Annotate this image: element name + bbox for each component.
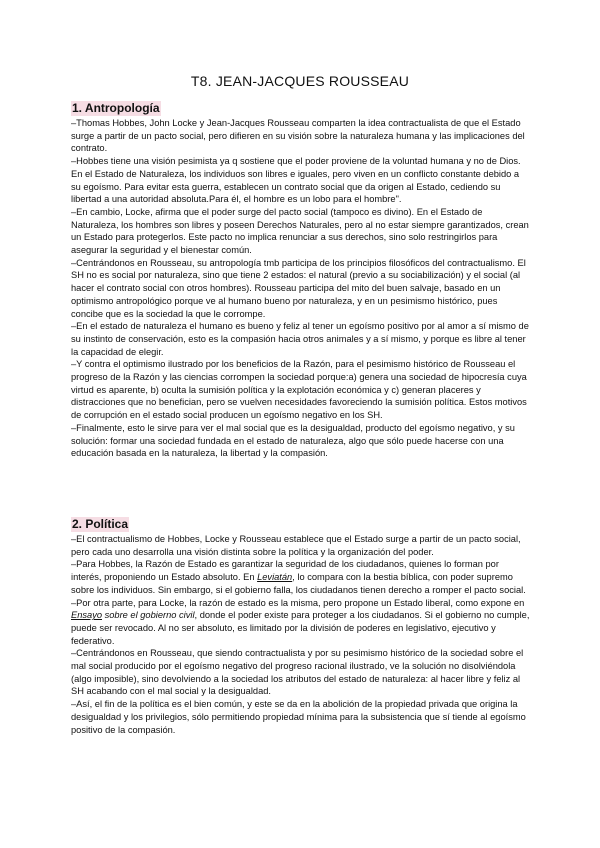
paragraph-text: –Por otra parte, para Locke, la razón de estado es la misma, pero propone un Estado liberal, como expone en [71, 597, 525, 608]
paragraph: –En cambio, Locke, afirma que el poder surge del pacto social (tampoco es divino). En el Estado de Naturaleza, los hombres son libres y poseen Derechos Naturales, pero al no estar siempre garantizados, crean un Estado para protegerlos. Este pacto no implica renunciar a sus derechos, sino solo restringirlos para asegurar la seguridad y el bienestar común. [71, 206, 529, 256]
paragraph: –Y contra el optimismo ilustrado por los beneficios de la Razón, para el pesimismo histórico de Rousseau el progreso de la Razón y las ciencias corrompen la sociedad porque:a) genera una sociedad de hipocresía cuya virtud es aparente, b) oculta la sumisión política y la explotación económica y c) generan placeres y distracciones que no benefician, pero se vuelven necesidades favoreciendo la sumisión política. Estos motivos de corrupción en el estado social producen un egoísmo negativo en los SH. [71, 359, 527, 421]
work-title-leviatan: Leviatán [257, 572, 293, 583]
paragraph-text: , donde el poder existe para proteger a los ciudadanos. Si el gobierno no cumple, puede ser revocado. Al no ser absoluto, es limitado por la división de poderes en legislativo, ejecutivo y federativo. [71, 610, 530, 646]
section-heading-politica: 2. Política [72, 517, 129, 531]
paragraph: –Centrándonos en Rousseau, su antropología tmb participa de los principios filosóficos del contractualismo. El SH no es social por naturaleza, sino que tiene 2 estados: el natural (previo a su sociabilización) y el social (al hacer el contrato social con otros hombres). Rousseau participa del mito del buen salvaje, basado en un optimismo antropológico porque ve al humano bueno por naturaleza, y en un pesimismo histórico, pues concibe que es la sociedad la que le corrompe. [71, 257, 526, 319]
paragraph: –Así, el fin de la política es el bien común, y este se da en la abolición de la propiedad privada que origina la desigualdad y los privilegios, sólo permitiendo propiedad mínima para la subsistencia que sí tiende al egoísmo positivo de la compasión. [71, 699, 526, 735]
paragraph: –Hobbes tiene una visión pesimista ya q sostiene que el poder proviene de la voluntad humana y no de Dios. En el Estado de Naturaleza, los individuos son libres e iguales, pero viven en un conflicto constante debido a su egoísmo. Para evitar esta guerra, establecen un contrato social que da origen al Estado, cediendo su libertad a una autoridad absoluta.Para él, el hombre es un lobo para el hombre". [71, 156, 521, 205]
section-body-antropologia [71, 117, 531, 460]
section-heading-antropologia: 1. Antropología [72, 101, 160, 115]
paragraph-locke [71, 597, 531, 648]
paragraph: –Centrándonos en Rousseau, que siendo contractualista y por su pesimismo histórico de la sociedad sobre el mal social producido por el egoísmo negativo del progreso racional ilustrado, ve la solución no disolviéndola (algo imposible), sino devolviendo a la sociedad los atributos del estado de naturaleza: al hacer libre y feliz al SH acabando con el mal social y la desigualdad. [71, 648, 524, 697]
work-title-rest: sobre el gobierno civil [102, 610, 195, 621]
paragraph: –Thomas Hobbes, John Locke y Jean-Jacques Rousseau comparten la idea contractualista de que el Estado surge a partir de un pacto social, pero difieren en su visión sobre la naturaleza humana y las implicaciones del contrato. [71, 118, 525, 154]
work-title-ensayo: Ensayo [71, 610, 103, 621]
paragraph: –El contractualismo de Hobbes, Locke y Rousseau establece que el Estado surge a partir de un pacto social, pero cada uno desarrolla una visión distinta sobre la política y la organización del poder. [71, 534, 521, 557]
section-body-politica [71, 533, 531, 736]
paragraph-text: –Para Hobbes, la Razón de Estado es garantizar la seguridad de los ciudadanos, quienes lo forman por interés, proponiendo un Estado absoluto. En [71, 559, 499, 583]
document-title: T8. JEAN-JACQUES ROUSSEAU [190, 73, 410, 89]
paragraph: –En el estado de naturaleza el humano es bueno y feliz al tener un egoísmo positivo por al amor a sí mismo de su instinto de conservación, esto es la compasión hacia otros animales y a sí mismo, y porque es libre al tener la capacidad de elegir. [71, 321, 529, 357]
paragraph-hobbes [71, 558, 531, 596]
paragraph-text: , lo compara con la bestia bíblica, con poder supremo sobre los individuos. Sin embargo, si el gobierno falla, los ciudadanos tienen derecho a romper el pacto social. [71, 572, 526, 595]
paragraph: –Finalmente, esto le sirve para ver el mal social que es la desigualdad, producto del egoísmo negativo, y su solución: formar una sociedad fundada en el estado de naturaleza, algo que sólo puede hacerse con una educación basada en la naturaleza, la libertad y la compasión. [71, 422, 515, 459]
